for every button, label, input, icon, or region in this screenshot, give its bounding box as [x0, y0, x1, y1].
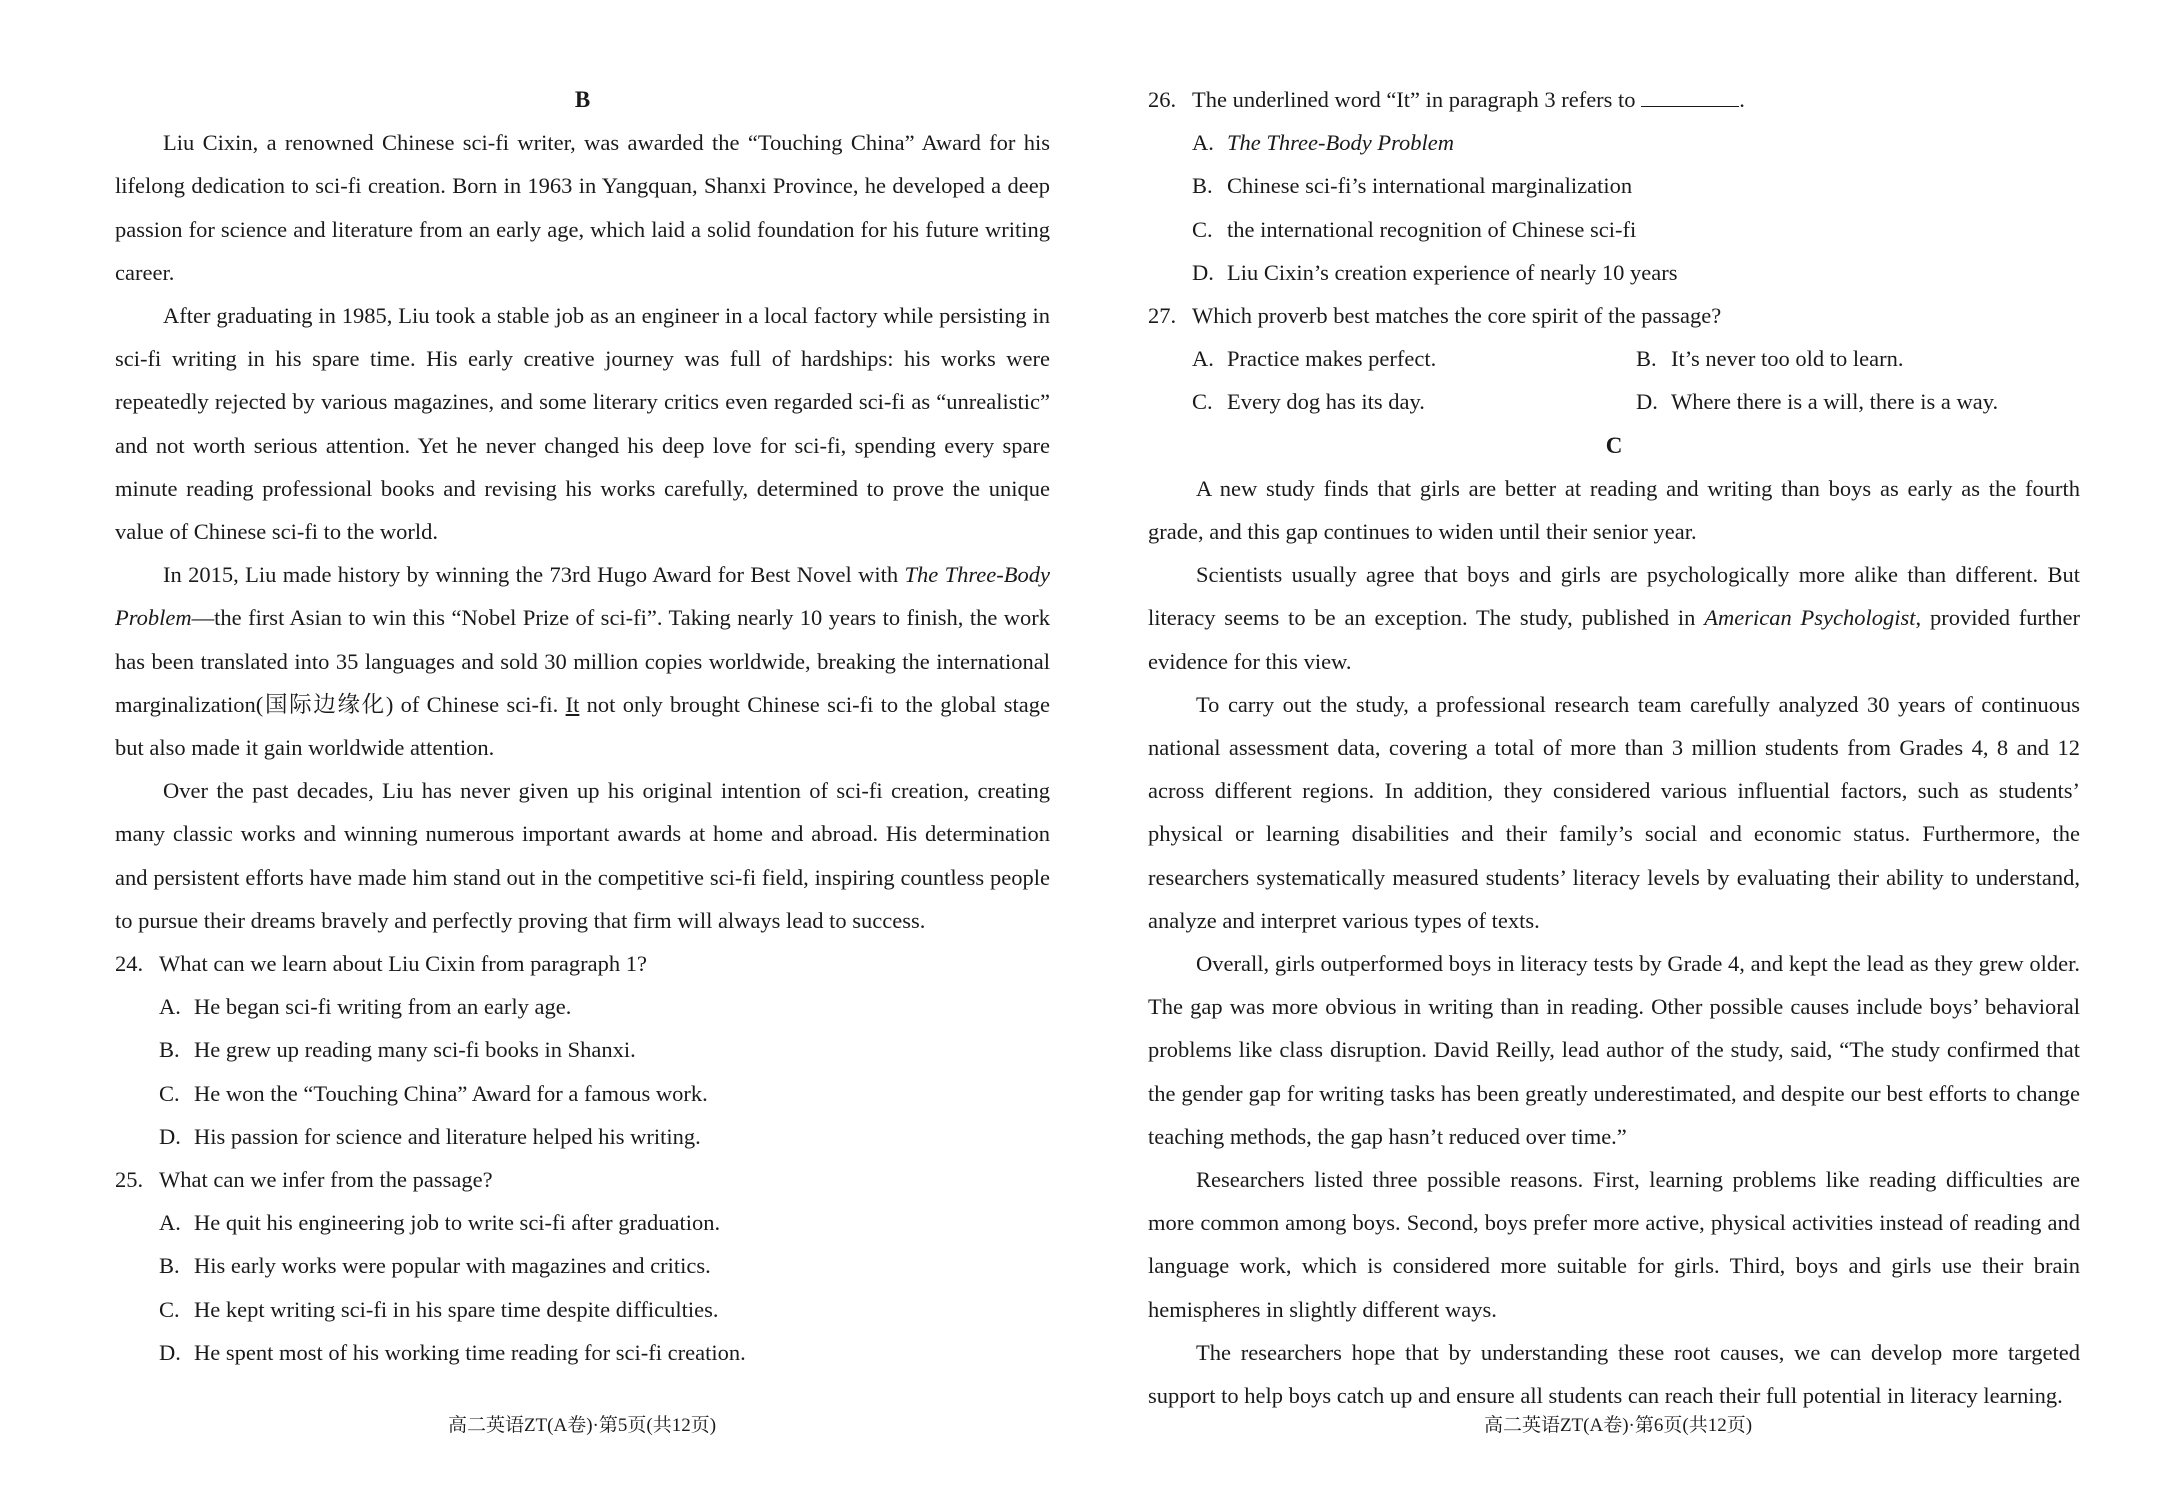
option-text: It’s never too old to learn. [1671, 346, 1904, 372]
option-letter: D. [1636, 389, 1658, 415]
passage-c-paragraph-3: To carry out the study, a professional research team carefully analyzed 30 years of continuous national assessment data, covering a total of more than 3 million students from Grades 4, 8 and 12 across different regions. In addition, they considered various influential factors, such as students’ physical or learning disabilities and their family’s social and economic status. Furthermore, the researchers systematically measured students’ literacy levels by evaluating their ability to understand, analyze and interpret various types of texts. [1148, 691, 2080, 933]
option-letter: C. [159, 1296, 180, 1322]
question-number: 26. [1148, 87, 1177, 112]
option-a [1148, 337, 1636, 380]
section-title-c: C [1605, 432, 1623, 458]
section-title-b: B [574, 87, 591, 112]
option-text: He quit his engineering job to write sci-fi after graduation. [194, 1210, 721, 1236]
passage-c-paragraph-1: A new study finds that girls are better at reading and writing than boys as early as the fourth grade, and this gap continues to widen until their senior year. [1148, 475, 2080, 545]
option-row-1 [1148, 337, 2080, 380]
passage-b-paragraph-4: Over the past decades, Liu has never given up his original intention of sci-fi creation, creating many classic works and winning numerous important awards at home and abroad. His determination and persistent efforts have made him stand out in the competitive sci-fi field, inspiring countless people to pursue their dreams bravely and perfectly proving that firm will always lead to success. [115, 778, 1050, 933]
option-letter: B. [1636, 346, 1657, 372]
option-d [1148, 251, 2080, 294]
option-text: Chinese sci-fi’s international marginalization [1227, 173, 1633, 199]
option-c [115, 1072, 1050, 1115]
passage-b-paragraph-1: Liu Cixin, a renowned Chinese sci-fi writer, was awarded the “Touching China” Award for his lifelong dedication to sci-fi creation. Born in 1963 in Yangquan, Shanxi Province, he developed a deep passion for science and literature from an early age, which laid a solid foundation for his future writing career. [115, 130, 1050, 285]
option-letter: D. [1192, 259, 1214, 285]
option-d [115, 1331, 1050, 1374]
para2-text-c: , provided further evidence for this view. [1148, 605, 2080, 674]
question-27 [1148, 294, 2080, 424]
option-text: The Three-Body Problem [1227, 130, 1455, 156]
option-letter: B. [159, 1253, 180, 1279]
question-number: 24. [115, 951, 144, 977]
question-stem: Which proverb best matches the core spirit of the passage? [1192, 303, 1722, 329]
answer-blank [1641, 84, 1739, 107]
question-26 [1148, 78, 2080, 294]
option-a [1148, 121, 2080, 164]
question-24 [115, 942, 1050, 1158]
para3-text-c: —the first Asian to win this “Nobel Prize of sci-fi”. Taking nearly 10 years to finish, the work has been translated into 35 languages and sold 30 million copies worldwide, breaking the international marginalization(国际边缘化) of Chinese sci-fi. [115, 605, 1050, 717]
journal-title: American Psychologist [1704, 605, 1916, 631]
option-c [1148, 208, 2080, 251]
option-c [1148, 380, 1636, 423]
question-25 [115, 1158, 1050, 1374]
option-letter: D. [159, 1123, 181, 1149]
option-text: His early works were popular with magazines and critics. [194, 1253, 711, 1279]
book-title: The Three-Body Problem [115, 562, 1050, 631]
para3-text-a: In 2015, Liu made history by winning the 73rd Hugo Award for Best Novel with [163, 562, 905, 588]
option-letter: A. [1192, 346, 1214, 372]
passage-c-paragraph-6: The researchers hope that by understanding these root causes, we can develop more targeted support to help boys catch up and ensure all students can reach their full potential in literacy learning. [1148, 1339, 2080, 1409]
stem-text: The underlined word “It” in paragraph 3 refers to [1192, 87, 1636, 112]
option-text: He won the “Touching China” Award for a famous work. [194, 1080, 708, 1106]
option-d [115, 1115, 1050, 1158]
option-letter: C. [1192, 389, 1213, 415]
option-text: He spent most of his working time reading for sci-fi creation. [194, 1339, 746, 1365]
option-letter: D. [159, 1339, 181, 1365]
question-stem: What can we infer from the passage? [159, 1167, 493, 1193]
passage-c-paragraph-5: Researchers listed three possible reasons. First, learning problems like reading difficulties are more common among boys. Second, boys prefer more active, physical activities instead of reading and language work, which is considered more suitable for girls. Third, boys and girls use their brain hemispheres in slightly different ways. [1148, 1167, 2080, 1322]
option-a [115, 1201, 1050, 1244]
option-letter: A. [159, 994, 181, 1020]
passage-c-paragraph-4: Overall, girls outperformed boys in literacy tests by Grade 4, and kept the lead as they grew older. The gap was more obvious in writing than in reading. Other possible causes include boys’ behavioral problems like class disruption. David Reilly, lead author of the study, said, “The study confirmed that the gender gap for writing tasks has been greatly underestimated, and despite our best efforts to change teaching methods, the gap hasn’t reduced over time.” [1148, 951, 2080, 1149]
option-letter: C. [159, 1080, 180, 1106]
question-stem: What can we learn about Liu Cixin from paragraph 1? [159, 951, 647, 977]
option-letter: A. [159, 1210, 181, 1236]
option-letter: B. [1192, 173, 1213, 199]
option-letter: A. [1192, 130, 1214, 156]
option-text: His passion for science and literature helped his writing. [194, 1123, 701, 1149]
option-text: Liu Cixin’s creation experience of nearly 10 years [1227, 259, 1678, 285]
passage-b-paragraph-2: After graduating in 1985, Liu took a stable job as an engineer in a local factory while persisting in sci-fi writing in his spare time. His early creative journey was full of hardships: his works were repeatedly rejected by various magazines, and some literary critics even regarded sci-fi as “unrealistic” and not worth serious attention. Yet he never changed his deep love for sci-fi, spending every spare minute reading professional books and revising his works carefully, determined to prove the unique value of Chinese sci-fi to the world. [115, 303, 1050, 545]
option-text: Where there is a will, there is a way. [1671, 389, 1999, 415]
option-letter: B. [159, 1037, 180, 1063]
option-text: He began sci-fi writing from an early age. [194, 994, 572, 1020]
option-c [115, 1288, 1050, 1331]
option-d [1636, 380, 2080, 423]
option-text: Practice makes perfect. [1227, 346, 1437, 372]
option-b [1636, 337, 2080, 380]
passage-b-paragraph-3 [115, 553, 1050, 769]
option-text: He grew up reading many sci-fi books in Shanxi. [194, 1037, 636, 1063]
question-stem [1192, 78, 2080, 121]
underlined-word-it: It [565, 691, 580, 717]
page-footer-left: 高二英语ZT(A卷)·第5页(共12页) [447, 1415, 717, 1436]
option-b [115, 1028, 1050, 1071]
para3-text-e: not only brought Chinese sci-fi to the global stage but also made it gain worldwide attention. [115, 691, 1050, 761]
passage-c-paragraph-2 [1148, 553, 2080, 683]
option-text: He kept writing sci-fi in his spare time despite difficulties. [194, 1296, 719, 1322]
question-number: 27. [1148, 303, 1177, 329]
option-a [115, 985, 1050, 1028]
question-number: 25. [115, 1167, 144, 1193]
option-row-2 [1148, 380, 2080, 423]
option-b [115, 1244, 1050, 1287]
left-page [115, 78, 1050, 1374]
option-letter: C. [1192, 216, 1213, 242]
stem-end: . [1739, 87, 1745, 112]
para2-text-a: Scientists usually agree that boys and girls are psychologically more alike than different. But literacy seems to be an exception. The study, published in [1148, 562, 2080, 631]
page-footer-right: 高二英语ZT(A卷)·第6页(共12页) [1483, 1415, 1753, 1436]
right-page [1148, 78, 2080, 1417]
option-text: Every dog has its day. [1227, 389, 1425, 415]
option-text: the international recognition of Chinese sci-fi [1227, 216, 1637, 242]
option-b [1148, 164, 2080, 207]
